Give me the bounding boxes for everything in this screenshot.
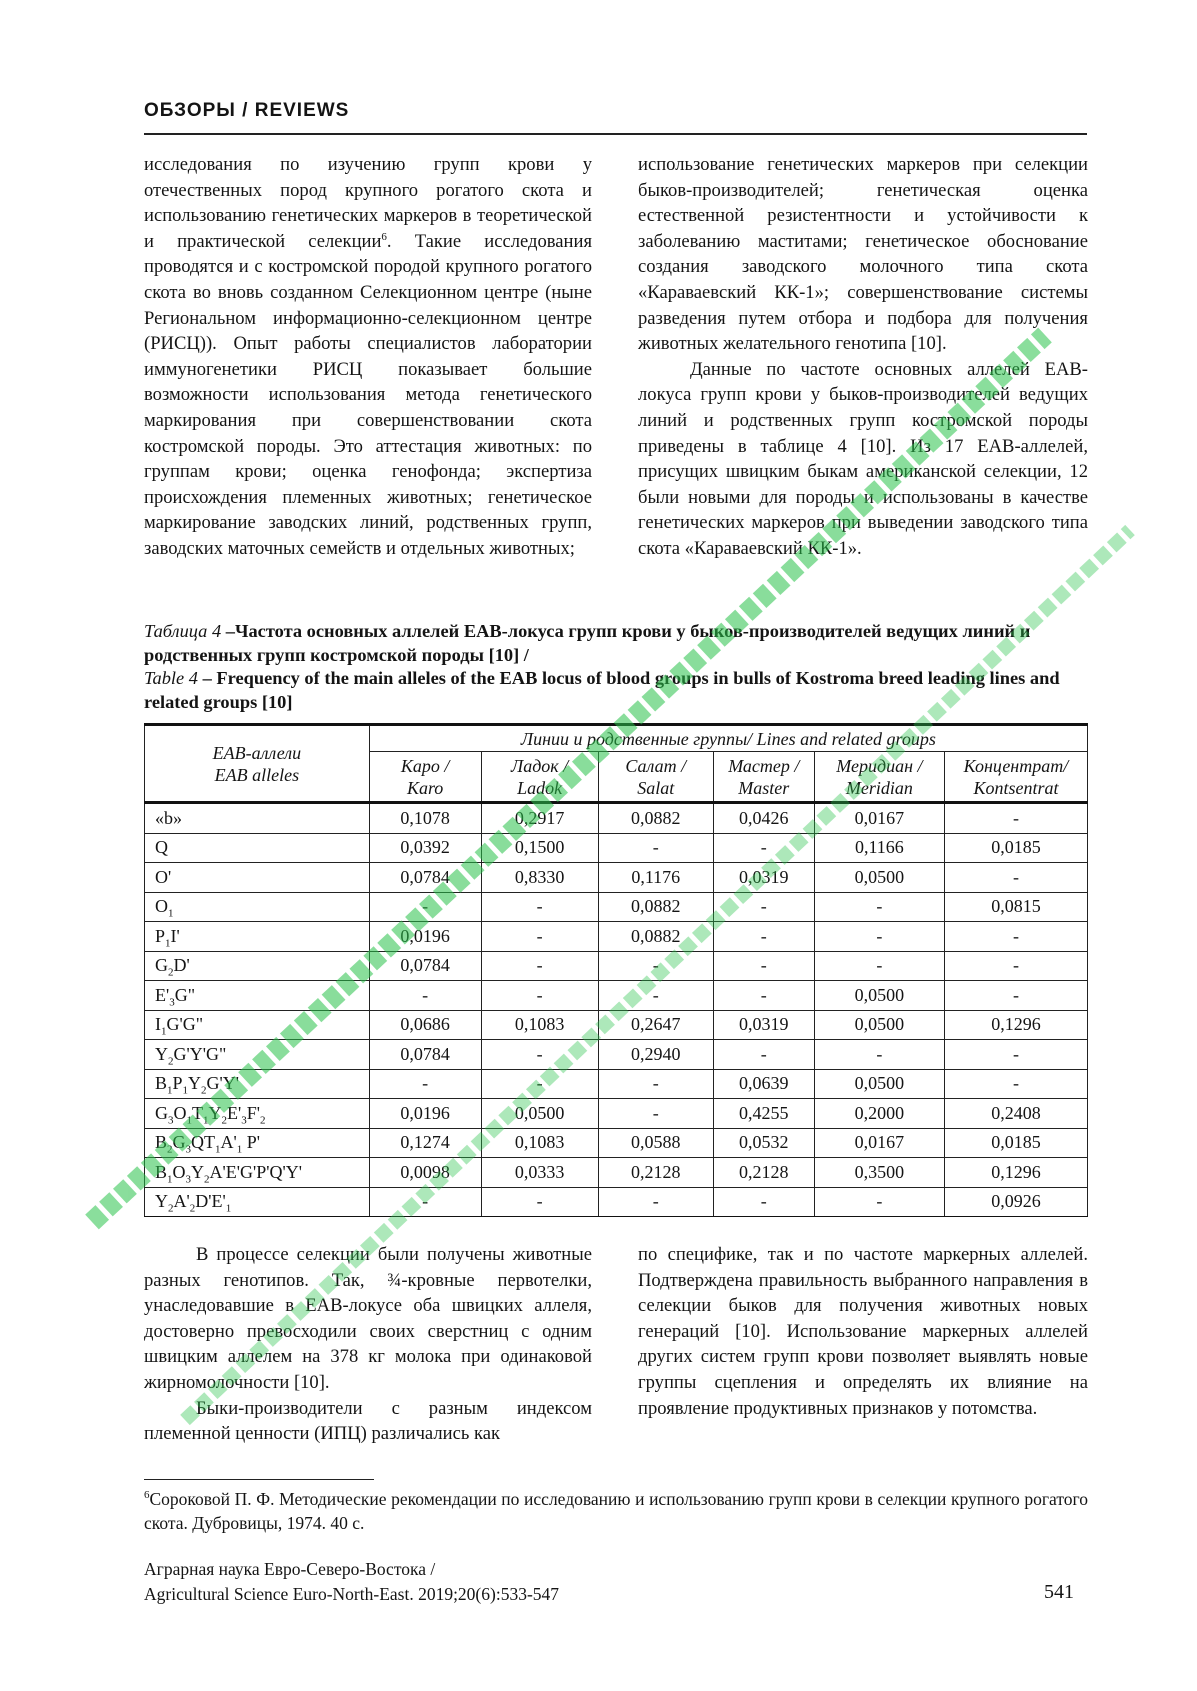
frequency-cell: 0,2128 (713, 1158, 814, 1188)
frequency-cell: 0,0784 (369, 1040, 481, 1070)
frequency-cell: 0,1176 (598, 863, 713, 893)
frequency-cell: - (944, 863, 1087, 893)
column-header-kontsentrat: Концентрат/ Kontsentrat (944, 752, 1087, 803)
journal-title-ru: Аграрная наука Евро-Северо-Востока / (144, 1559, 436, 1579)
table-caption (144, 620, 1088, 714)
frequency-cell: - (481, 951, 598, 981)
frequency-cell: 0,0196 (369, 1099, 481, 1129)
allele-cell: $O_1$ (145, 892, 370, 922)
frequency-cell: 0,2647 (598, 1010, 713, 1040)
frequency-cell: 0,2917 (481, 803, 598, 834)
frequency-cell: 0,1083 (481, 1128, 598, 1158)
frequency-cell: 0,1296 (944, 1010, 1087, 1040)
table-row (145, 1040, 1088, 1070)
left-top-paragraph: исследования по изучению групп крови у отечественных пород крупного рогатого скота и использованию генетических маркеров в теоретической и практической селекции$^6$. Такие исследования проводятся и с костромской породой крупного рогатого скота во вновь созданном Селекционном центре (ныне Региональном информационно-селекционном центре (РИСЦ)). Опыт работы специалистов лаборатории иммуногенетики РИСЦ показывает большие возможности использования метода генетического маркирования при совершенствовании скота костромской породы. Это аттестация животных: по группам крови; оценка генофонда; экспертиза происхождения племенных животных; генетическое маркирование заводских линий, родственных групп, заводских маточных семейств и отдельных животных; (144, 154, 592, 559)
frequency-cell: - (481, 1187, 598, 1217)
frequency-cell: - (944, 803, 1087, 834)
frequency-cell: 0,0882 (598, 803, 713, 834)
table-row (145, 1187, 1088, 1217)
frequency-cell: 0,0196 (369, 922, 481, 952)
allele-cell: O' (145, 863, 370, 893)
table-row (145, 803, 1088, 834)
frequency-cell: - (944, 951, 1087, 981)
frequency-cell: 0,0392 (369, 833, 481, 863)
header-rule (144, 133, 1087, 135)
table-row (145, 1069, 1088, 1099)
column-header-salat: Салат / Salat (598, 752, 713, 803)
frequency-cell: - (481, 1040, 598, 1070)
frequency-cell: - (944, 1069, 1087, 1099)
frequency-cell: 0,0185 (944, 833, 1087, 863)
frequency-cell: - (598, 1069, 713, 1099)
frequency-cell: 0,1083 (481, 1010, 598, 1040)
frequency-cell: 0,0167 (814, 1128, 944, 1158)
table-row (145, 1099, 1088, 1129)
frequency-cell: - (944, 922, 1087, 952)
allele-cell: $B_2G_3QT_1A'_1$ P' (145, 1128, 370, 1158)
allele-cell: $P_1I'$ (145, 922, 370, 952)
left-bottom-paragraph-2: Быки-производители с разным индексом племенной ценности (ИПЦ) различались как (144, 1397, 592, 1445)
frequency-cell: - (713, 833, 814, 863)
column-header-ladok: Ладок / Ladok (481, 752, 598, 803)
allele-cell: $E'_3G$" (145, 981, 370, 1011)
table-row (145, 951, 1088, 981)
frequency-cell: 0,2408 (944, 1099, 1087, 1129)
footnote-ref[interactable]: 6 (381, 230, 387, 243)
frequency-cell: - (713, 951, 814, 981)
table-row (145, 1158, 1088, 1188)
frequency-cell: 0,0686 (369, 1010, 481, 1040)
frequency-cell: - (481, 981, 598, 1011)
frequency-cell: 0,0500 (814, 1069, 944, 1099)
column-header-meridian: Меридиан / Meridian (814, 752, 944, 803)
caption-en: Table 4 – Frequency of the main alleles of the EAB locus of blood groups in bulls of Kostroma breed leading lines and related groups [10] (144, 668, 1060, 712)
caption-ru: Таблица 4 –Частота основных аллелей EAB-локуса групп крови у быков-производителей ведущих линий и родственных групп костромской породы [10] / (144, 621, 1031, 665)
allele-cell: «b» (145, 803, 370, 834)
frequency-cell: - (944, 1040, 1087, 1070)
frequency-cell: - (814, 922, 944, 952)
right-column-bottom (638, 1242, 1088, 1421)
alleles-table (144, 723, 1088, 1217)
footnote: $^6$Сороковой П. Ф. Методические рекомендации по исследованию и использованию групп крови в селекции крупного рогатого скота. Дубровицы, 1974. 40 с. (144, 1489, 1088, 1533)
table-row (145, 981, 1088, 1011)
column-header-karo: Каро / Karo (369, 752, 481, 803)
table-row (145, 892, 1088, 922)
allele-cell: $G_3O_1T_1Y_2E'_3F'_2$ (145, 1099, 370, 1129)
frequency-cell: - (713, 1187, 814, 1217)
table-row (145, 863, 1088, 893)
frequency-cell: 0,0500 (814, 981, 944, 1011)
allele-cell: $B_1O_3Y_2A'E'G'P'Q'Y'$ (145, 1158, 370, 1188)
frequency-cell: - (713, 922, 814, 952)
frequency-cell: - (814, 1187, 944, 1217)
left-bottom-paragraph-1: В процессе селекции были получены животные разных генотипов. Так, ¾-кровные первотелки, унаследовавшие в EAB-локусе оба швицких аллеля, достоверно превосходили своих сверстниц с одним швицким аллелем на 378 кг молока при одинаковой жирномолочности [10]. (144, 1244, 592, 1393)
frequency-cell: 0,0319 (713, 863, 814, 893)
frequency-cell: - (598, 951, 713, 981)
table-row (145, 833, 1088, 863)
footnote-rule (144, 1479, 374, 1480)
frequency-cell: 0,0098 (369, 1158, 481, 1188)
allele-cell: $B_1P_1Y_2G'Y'$ (145, 1069, 370, 1099)
frequency-cell: - (598, 833, 713, 863)
right-top-paragraph-2: Данные по частоте основных аллелей EAB-локуса групп крови у быков-производителей ведущих линий и родственных групп костромской породы приведены в таблице 4 [10]. Из 17 EAB-аллелей, присущих швицким быкам американской селекции, 12 были новыми для породы и использованы в качестве генетических маркеров при выведении заводского типа скота «Караваевский КК-1». (638, 358, 1088, 559)
frequency-cell: - (481, 922, 598, 952)
table-row (145, 1010, 1088, 1040)
frequency-cell: - (713, 892, 814, 922)
frequency-cell: - (369, 981, 481, 1011)
table-row (145, 1128, 1088, 1158)
frequency-cell: 0,0500 (814, 1010, 944, 1040)
frequency-cell: 0,0882 (598, 922, 713, 952)
journal-info (144, 1557, 559, 1607)
frequency-cell: - (369, 1069, 481, 1099)
group-header: Линии и родственные группы/ Lines and related groups (369, 725, 1087, 752)
frequency-cell: - (814, 951, 944, 981)
allele-cell: $G_2D'$ (145, 951, 370, 981)
frequency-cell: 0,1078 (369, 803, 481, 834)
frequency-cell: 0,0784 (369, 951, 481, 981)
right-top-paragraph-1: использование генетических маркеров при селекции быков-производителей; генетическая оценка естественной резистентности и устойчивости к заболеванию маститами; генетическое обоснование создания заводского молочного типа скота «Караваевский КК-1»; совершенствование системы разведения путем отбора и подбора для получения животных желательного генотипа [10]. (638, 154, 1088, 355)
frequency-cell: - (713, 1040, 814, 1070)
frequency-cell: 0,4255 (713, 1099, 814, 1129)
frequency-cell: - (598, 1187, 713, 1217)
frequency-cell: 0,2128 (598, 1158, 713, 1188)
allele-cell: $Y_2G'Y'G$" (145, 1040, 370, 1070)
frequency-cell: 0,0532 (713, 1128, 814, 1158)
frequency-cell: - (369, 892, 481, 922)
journal-title-en: Agricultural Science Euro-North-East. 2019;20(6):533-547 (144, 1584, 560, 1604)
frequency-cell: - (713, 981, 814, 1011)
right-column-top (638, 152, 1088, 562)
right-bottom-paragraph-1: по специфике, так и по частоте маркерных аллелей. Подтверждена правильность выбранного направления в селекции быков для получения животных новых генераций [10]. Использование маркерных аллелей других систем групп крови позволяет выявлять новые группы сцепления и определять их влияние на проявление продуктивных признаков у потомства. (638, 1244, 1088, 1419)
frequency-cell: 0,0882 (598, 892, 713, 922)
frequency-cell: 0,0500 (814, 863, 944, 893)
frequency-cell: - (814, 892, 944, 922)
column-header-master: Мастер / Master (713, 752, 814, 803)
frequency-cell: 0,0167 (814, 803, 944, 834)
frequency-cell: 0,1166 (814, 833, 944, 863)
frequency-cell: 0,0815 (944, 892, 1087, 922)
frequency-cell: - (481, 892, 598, 922)
allele-cell: $I_1G'G$" (145, 1010, 370, 1040)
left-column-bottom (144, 1242, 592, 1447)
frequency-cell: 0,0500 (481, 1099, 598, 1129)
frequency-cell: - (598, 1099, 713, 1129)
frequency-cell: 0,2000 (814, 1099, 944, 1129)
frequency-cell: 0,0926 (944, 1187, 1087, 1217)
frequency-cell: 0,0639 (713, 1069, 814, 1099)
frequency-cell: 0,0784 (369, 863, 481, 893)
frequency-cell: - (369, 1187, 481, 1217)
frequency-cell: 0,1500 (481, 833, 598, 863)
frequency-cell: 0,2940 (598, 1040, 713, 1070)
section-header: ОБЗОРЫ / REVIEWS (144, 100, 350, 121)
frequency-cell: 0,8330 (481, 863, 598, 893)
left-column-top (144, 152, 592, 562)
frequency-cell: 0,3500 (814, 1158, 944, 1188)
frequency-cell: - (944, 981, 1087, 1011)
frequency-cell: - (814, 1040, 944, 1070)
frequency-cell: 0,0333 (481, 1158, 598, 1188)
frequency-cell: - (598, 981, 713, 1011)
frequency-cell: 0,1296 (944, 1158, 1087, 1188)
page-number: 541 (1044, 1581, 1074, 1603)
frequency-cell: 0,1274 (369, 1128, 481, 1158)
frequency-cell: 0,0319 (713, 1010, 814, 1040)
frequency-cell: 0,0185 (944, 1128, 1087, 1158)
allele-cell: Q (145, 833, 370, 863)
frequency-cell: - (481, 1069, 598, 1099)
corner-header: EAB-аллели EAB alleles (145, 725, 370, 803)
frequency-cell: 0,0588 (598, 1128, 713, 1158)
table-row (145, 922, 1088, 952)
frequency-cell: 0,0426 (713, 803, 814, 834)
allele-cell: $Y_2A'_2D'E'_1$ (145, 1187, 370, 1217)
